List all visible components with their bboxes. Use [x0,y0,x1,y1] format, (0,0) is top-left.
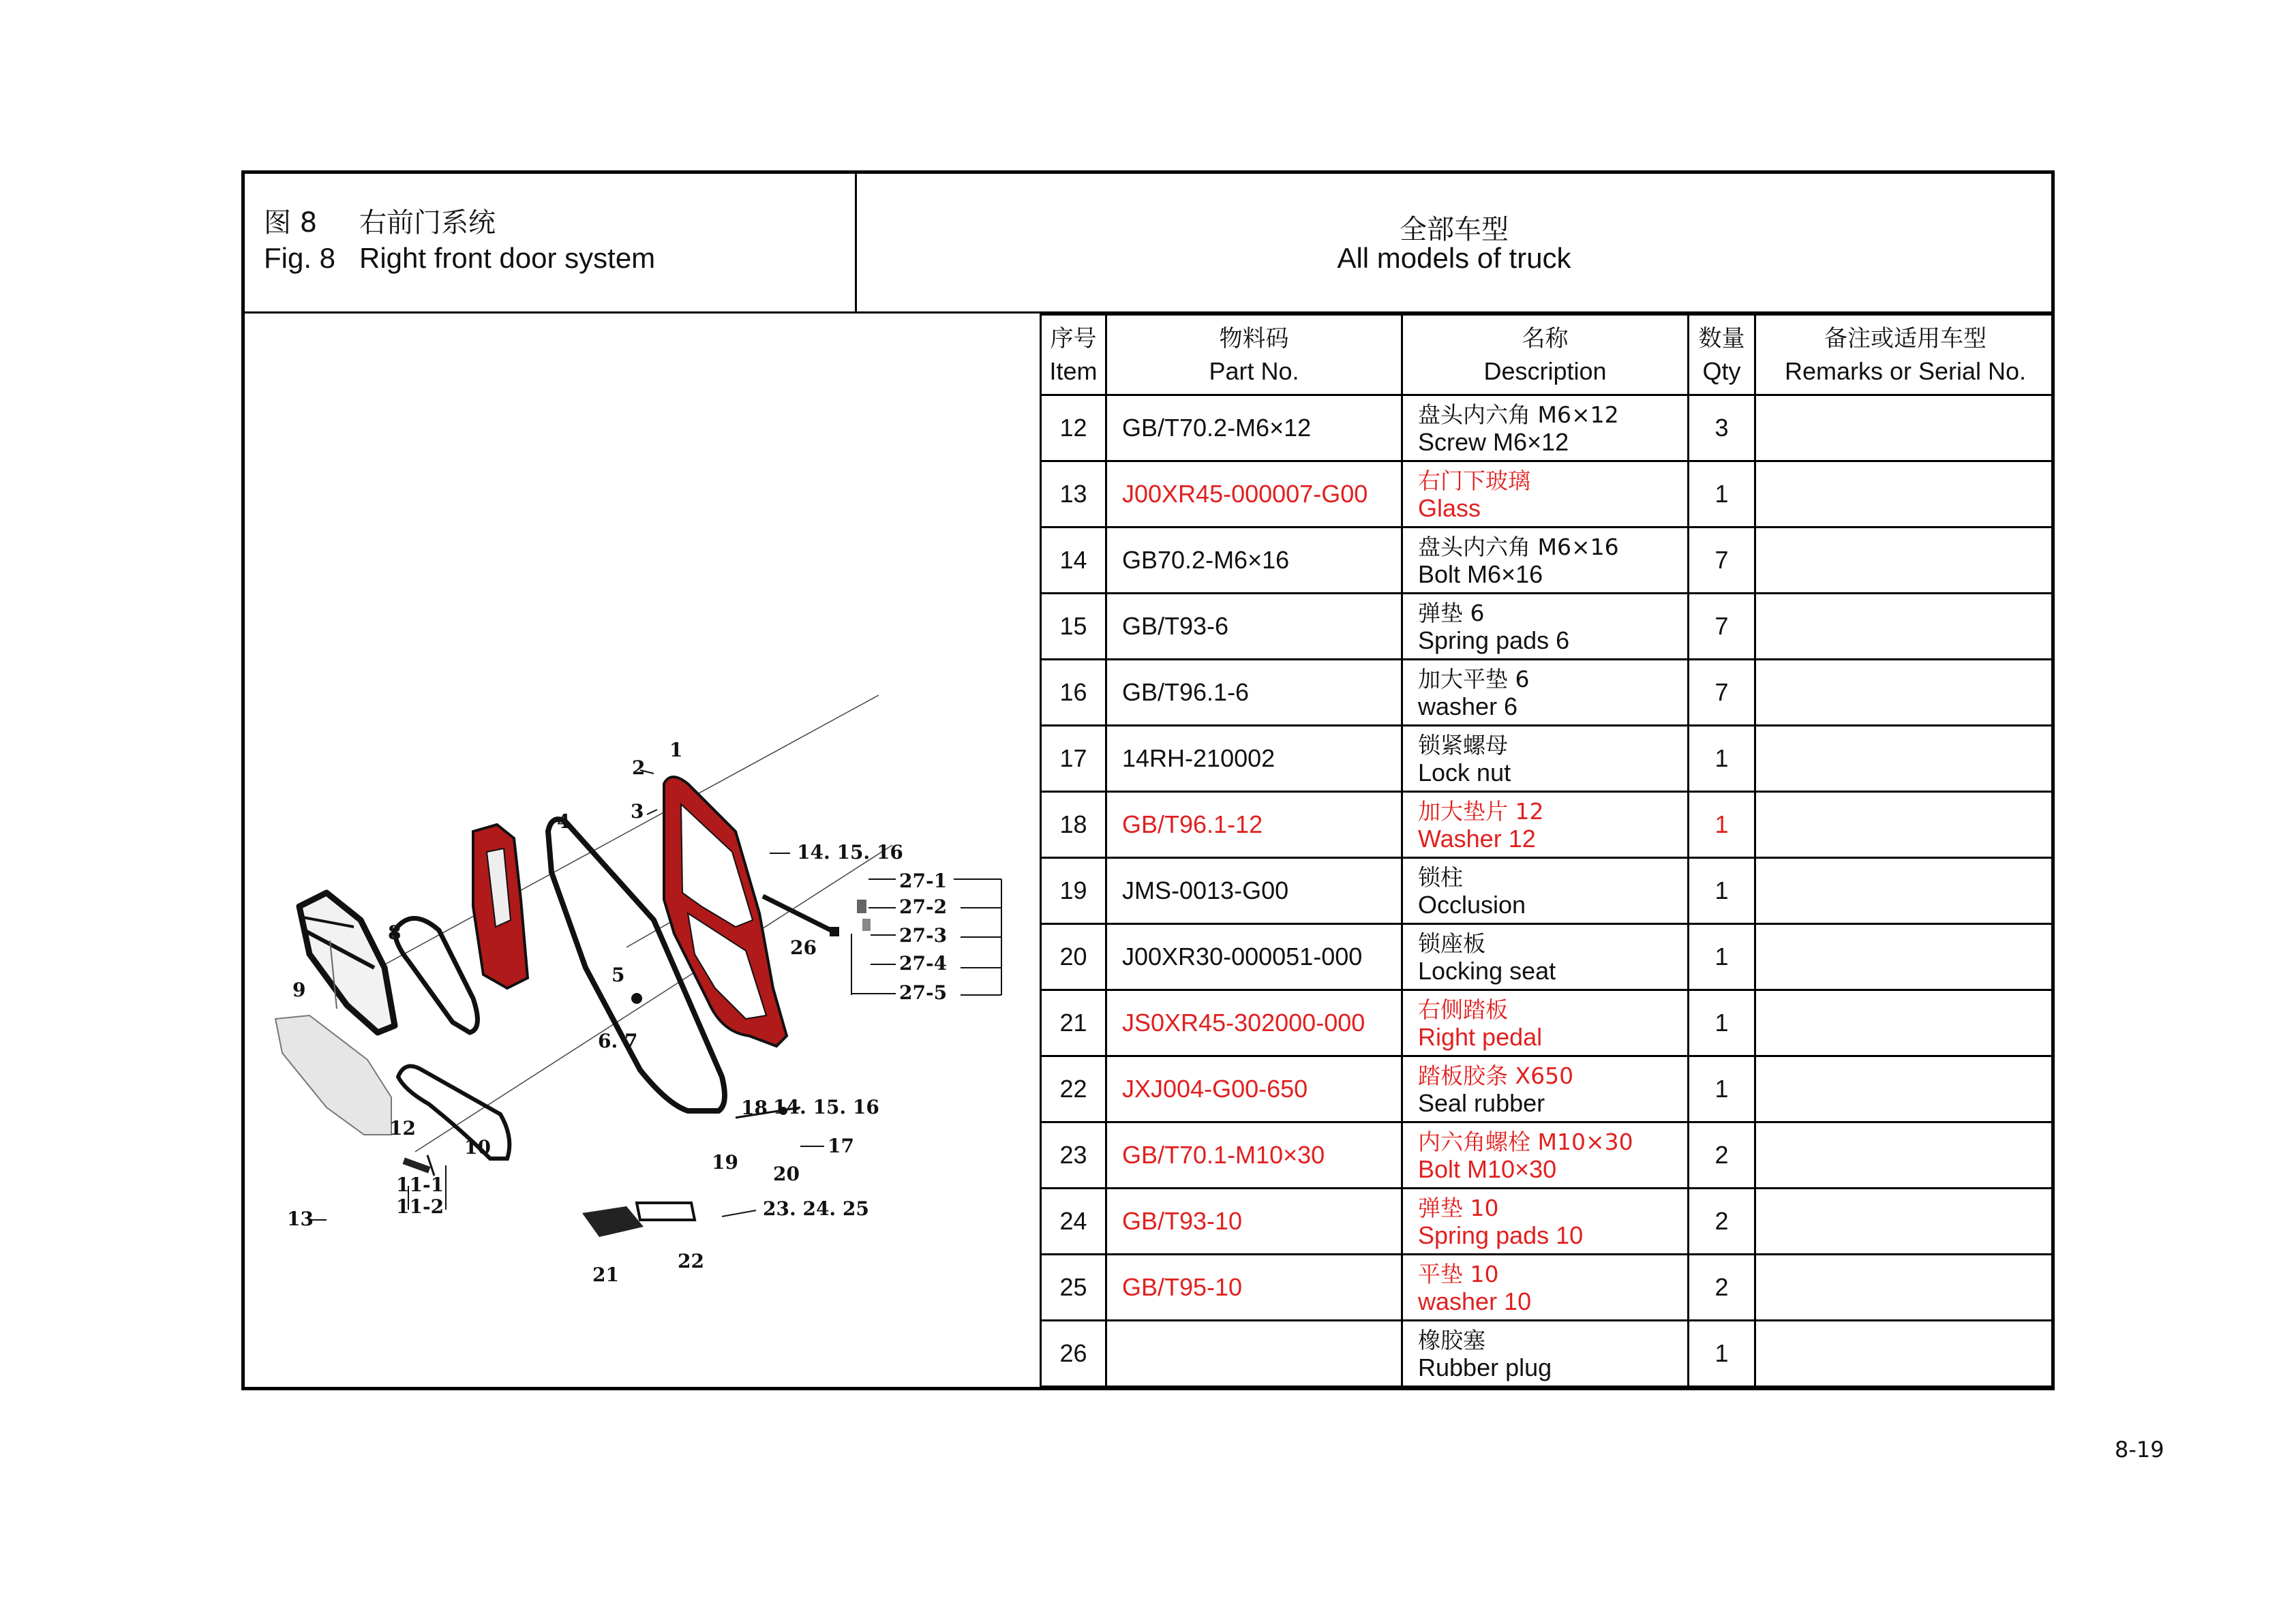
cell-qty: 7 [1689,594,1755,660]
cell-description: 盘头内六角 M6×12 Screw M6×12 [1402,395,1689,461]
cell-part-no: 14RH-210002 [1106,726,1402,792]
callout-6-7: 6. 7 [598,1030,638,1052]
cell-remarks [1755,726,2055,792]
exploded-diagram [245,313,1040,1390]
callout-4: 4 [557,810,571,833]
cell-description: 平垫 10 washer 10 [1402,1255,1689,1321]
guide-lines [354,695,892,1152]
table-row [1041,461,2055,527]
cell-qty: 2 [1689,1189,1755,1255]
cell-qty: 1 [1689,1056,1755,1122]
models-box [857,174,2051,311]
callout-27-4: 27-4 [899,952,948,975]
cell-description: 盘头内六角 M6×16 Bolt M6×16 [1402,527,1689,594]
cell-item: 22 [1041,1056,1106,1122]
part-9-window [299,893,395,1032]
table-row [1041,1255,2055,1321]
cell-qty: 1 [1689,1321,1755,1387]
cell-part-no: J00XR45-000007-G00 [1106,461,1402,527]
cell-description: 锁柱 Occlusion [1402,858,1689,924]
table-row [1041,990,2055,1056]
page-frame [241,170,2055,1390]
models-cn: 全部车型 [1400,214,1509,245]
table-row [1041,1056,2055,1122]
cell-remarks [1755,1189,2055,1255]
part-27-rail [763,896,831,930]
cell-item: 17 [1041,726,1106,792]
cell-description: 右侧踏板 Right pedal [1402,990,1689,1056]
callout-11-1: 11-1 [396,1174,444,1196]
callout-17: 17 [828,1135,854,1157]
cell-part-no: JXJ004-G00-650 [1106,1056,1402,1122]
callout-27-1: 27-1 [899,870,948,892]
callout-2: 2 [632,756,646,779]
cell-item: 19 [1041,858,1106,924]
cell-part-no: GB/T70.2-M6×12 [1106,395,1402,461]
cell-qty: 1 [1689,858,1755,924]
table-row [1041,924,2055,990]
table-row [1041,1189,2055,1255]
cell-qty: 7 [1689,527,1755,594]
callout-8: 8 [388,921,402,944]
cell-part-no: GB/T70.1-M10×30 [1106,1122,1402,1189]
cell-part-no: GB/T93-10 [1106,1189,1402,1255]
cell-part-no: JMS-0013-G00 [1106,858,1402,924]
cell-part-no: GB/T95-10 [1106,1255,1402,1321]
cell-remarks [1755,792,2055,858]
cell-remarks [1755,461,2055,527]
header-item: 序号 Item [1041,315,1106,395]
header-qty: 数量 Qty [1689,315,1755,395]
cell-item: 15 [1041,594,1106,660]
figure-name-en: Right front door system [359,242,656,274]
callout-9: 9 [292,979,306,1001]
cell-description: 内六角螺栓 M10×30 Bolt M10×30 [1402,1122,1689,1189]
callout-1: 1 [669,739,683,761]
cell-item: 18 [1041,792,1106,858]
figure-number-en: Fig. 8 [264,242,336,274]
cell-qty: 7 [1689,660,1755,726]
callout-23-24-25: 23. 24. 25 [763,1197,869,1220]
callout-22: 22 [678,1250,704,1272]
table-row [1041,858,2055,924]
cell-description: 弹垫 10 Spring pads 10 [1402,1189,1689,1255]
cell-remarks [1755,1122,2055,1189]
figure-title-en [264,242,655,275]
parts-table [1040,313,2055,1388]
cell-item: 14 [1041,527,1106,594]
callout-18: 18 [741,1097,768,1119]
figure-title-box [245,174,857,311]
cell-qty: 3 [1689,395,1755,461]
callout-20: 20 [773,1163,800,1185]
cell-remarks [1755,594,2055,660]
cell-part-no [1106,1321,1402,1387]
callout-21: 21 [592,1264,619,1286]
cell-remarks [1755,924,2055,990]
cell-qty: 1 [1689,990,1755,1056]
callout-14-15-16-top: 14. 15. 16 [797,841,903,863]
table-row [1041,1122,2055,1189]
cell-description: 右门下玻璃 Glass [1402,461,1689,527]
cell-description: 锁紧螺母 Lock nut [1402,726,1689,792]
cell-item: 21 [1041,990,1106,1056]
callout-13: 13 [287,1208,314,1230]
part-22-seal [637,1203,695,1220]
callout-10: 10 [464,1136,491,1159]
cell-item: 24 [1041,1189,1106,1255]
callout-12: 12 [389,1117,416,1139]
part-13-glass [275,1015,391,1135]
header-description: 名称 Description [1402,315,1689,395]
callout-14-15-16-bottom: 14. 15. 16 [773,1096,879,1118]
cell-item: 16 [1041,660,1106,726]
cell-qty: 1 [1689,792,1755,858]
cell-remarks [1755,527,2055,594]
callout-19: 19 [712,1151,738,1174]
table-row [1041,594,2055,660]
cell-remarks [1755,858,2055,924]
cell-item: 13 [1041,461,1106,527]
cell-qty: 1 [1689,461,1755,527]
cell-part-no: GB/T96.1-6 [1106,660,1402,726]
figure-title-cn [264,201,496,240]
callout-27-2: 27-2 [899,896,948,918]
figure-name-cn: 右前门系统 [359,207,496,239]
cell-part-no: GB/T93-6 [1106,594,1402,660]
header-part-no: 物料码 Part No. [1106,315,1402,395]
cell-part-no: GB/T96.1-12 [1106,792,1402,858]
callout-3: 3 [631,800,644,823]
cell-qty: 1 [1689,726,1755,792]
table-header-row [1041,315,2055,395]
cell-description: 橡胶塞 Rubber plug [1402,1321,1689,1387]
page-number: 8-19 [2115,1437,2164,1463]
cell-item: 23 [1041,1122,1106,1189]
figure-number-cn: 图 8 [264,207,318,239]
table-row [1041,1321,2055,1387]
callout-27-3: 27-3 [899,924,948,947]
callout-11-2: 11-2 [396,1195,444,1218]
cell-remarks [1755,1321,2055,1387]
callout-26: 26 [790,936,817,959]
table-row [1041,527,2055,594]
cell-remarks [1755,1056,2055,1122]
part-11-bracket [402,1157,430,1173]
cell-remarks [1755,990,2055,1056]
cell-item: 20 [1041,924,1106,990]
part-10-seal [398,1066,509,1159]
models-en: All models of truck [1337,242,1571,274]
table-row [1041,660,2055,726]
cell-description: 踏板胶条 X650 Seal rubber [1402,1056,1689,1122]
cell-description: 加大垫片 12 Washer 12 [1402,792,1689,858]
cell-part-no: JS0XR45-302000-000 [1106,990,1402,1056]
callout-27-5: 27-5 [899,981,948,1004]
cell-part-no: J00XR30-000051-000 [1106,924,1402,990]
header-remarks: 备注或适用车型 Remarks or Serial No. [1755,315,2055,395]
cell-qty: 2 [1689,1122,1755,1189]
table-row [1041,792,2055,858]
part-5-knob [631,993,642,1004]
cell-description: 锁座板 Locking seat [1402,924,1689,990]
cell-qty: 1 [1689,924,1755,990]
exploded-diagram-svg [245,313,1040,1390]
cell-part-no: GB70.2-M6×16 [1106,527,1402,594]
cell-description: 加大平垫 6 washer 6 [1402,660,1689,726]
cell-remarks [1755,1255,2055,1321]
part-21-pedal [582,1206,644,1237]
cell-qty: 2 [1689,1255,1755,1321]
cell-remarks [1755,395,2055,461]
cell-description: 弹垫 6 Spring pads 6 [1402,594,1689,660]
cell-remarks [1755,660,2055,726]
cell-item: 25 [1041,1255,1106,1321]
table-row [1041,726,2055,792]
table-row [1041,395,2055,461]
cell-item: 26 [1041,1321,1106,1387]
leader-lines [309,770,1001,1220]
part-8-seal [395,919,477,1033]
cell-item: 12 [1041,395,1106,461]
callout-5: 5 [611,964,625,986]
